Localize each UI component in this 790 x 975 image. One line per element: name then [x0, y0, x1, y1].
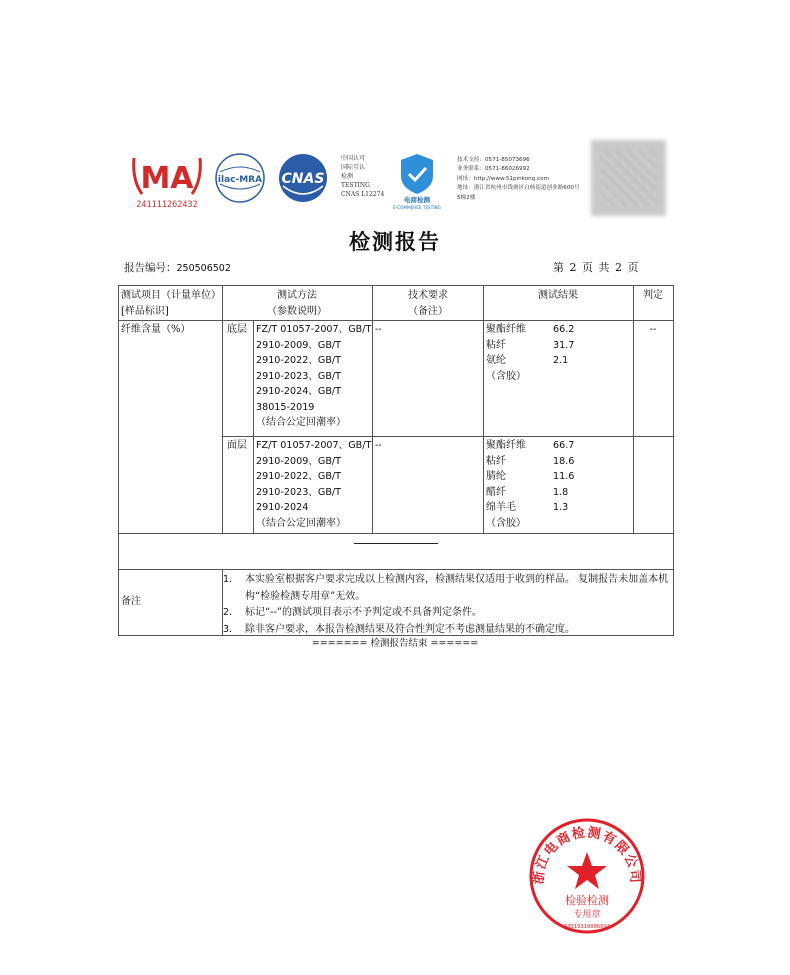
result-row: 腈纶 11.6: [486, 471, 575, 482]
result-row: 聚酯纤维 66.7: [486, 440, 575, 451]
svg-text:ilac-MRA: ilac-MRA: [217, 175, 263, 185]
item-name: 纤维含量（%）: [121, 324, 191, 335]
svg-text:电商检测: 电商检测: [404, 196, 430, 204]
svg-text:检验检测: 检验检测: [565, 894, 609, 907]
result-row: 聚酯纤维 66.2: [486, 324, 575, 335]
method-cell: FZ/T 01057-2007、GB/T 2910-2009、GB/T 2910-2022、GB/T 2910-2023、GB/T 2910-2024、GB/T 38015-2019 （结合公定回潮率）: [256, 324, 372, 428]
svg-text:MA: MA: [140, 161, 194, 196]
report-number: [124, 260, 231, 275]
svg-text:专用章: 专用章: [573, 910, 601, 920]
report-end-marker: ======= 检测报告结束 ======: [311, 638, 479, 649]
requirement-value: --: [375, 324, 382, 335]
remark-item: 1. 本实验室根据客户要求完成以上检测内容，检测结果仅适用于收到的样品。 复制报告未加盖本机构“检验检测专用章”无效。: [223, 574, 669, 602]
result-row: 氨纶 2.1: [486, 355, 569, 366]
header-item: 测试项目（计量单位） [样品标识]: [121, 290, 221, 317]
header-method: 测试方法 （参数说明）: [267, 290, 327, 317]
qr-code-blurred: [591, 140, 666, 216]
requirement-value: --: [375, 440, 382, 451]
remarks-label: 备注: [121, 596, 141, 607]
result-cell: 聚酯纤维 66.7 粘纤 18.6 腈纶 11.6 醋纤 1.8 绵羊毛 1.3 （含胶）: [486, 438, 632, 531]
company-seal: [527, 816, 647, 936]
header-result: 测试结果: [538, 290, 578, 301]
blank-row-separator: [354, 543, 438, 544]
svg-text:CNAS: CNAS: [281, 171, 325, 187]
judgement-value: --: [649, 324, 657, 335]
cnas-logo: [273, 152, 333, 204]
report-title: 检测报告: [349, 229, 441, 254]
ecommerce-testing-logo: [391, 150, 443, 210]
svg-text:33019310006694: 33019310006694: [563, 924, 611, 930]
remarks-list: [223, 572, 673, 638]
svg-text:浙江电商检测有限公司: 浙江电商检测有限公司: [531, 825, 643, 885]
accreditation-text: 中国认可 国际互认 检测 TESTING CNAS L12274: [341, 155, 385, 198]
result-row: 粘纤 18.6: [486, 455, 575, 467]
header-judgement: 判定: [643, 290, 663, 301]
result-row: 醋纤 1.8: [486, 486, 569, 498]
report-number-label: 报告编号：: [124, 262, 177, 274]
header-requirement: 技术要求 （备注）: [408, 290, 448, 317]
cma-logo: [128, 150, 206, 210]
remark-item: 2. 标记“--”的测试项目表示不予判定或不具备判定条件。: [223, 607, 482, 618]
seal-star-icon: [567, 852, 607, 889]
remark-item: 3. 除非客户要求，本报告检测结果及符合性判定不考虑测量结果的不确定度。: [223, 623, 575, 635]
part-label: 面层: [227, 440, 247, 451]
report-header: [128, 140, 668, 220]
page-info: 第 2 页 共 2 页: [553, 261, 640, 274]
svg-text:241111262432: 241111262432: [136, 200, 198, 210]
svg-text:E-COMMERCE TESTING: E-COMMERCE TESTING: [393, 205, 441, 210]
result-row: 绵羊毛 1.3: [486, 502, 569, 513]
result-row: 粘纤 31.7: [486, 339, 575, 351]
results-table: [118, 285, 674, 636]
ilac-mra-logo: [214, 152, 266, 204]
contact-info: 技术支持：0571-85073696 业务联系：0571-86026992 网址：http://www.51pinkong.com 地址：浙江省杭州市钱塘区白杨街道创业路600号 5幢2楼: [457, 157, 580, 201]
part-label: 底层: [227, 324, 247, 335]
method-cell: FZ/T 01057-2007、GB/T 2910-2009、GB/T 2910-2022、GB/T 2910-2023、GB/T 2910-2024 （结合公定回潮率）: [256, 440, 372, 529]
result-cell: 聚酯纤维 66.2 粘纤 31.7 氨纶 2.1 （含胶）: [486, 322, 632, 384]
report-number-value: 250506502: [176, 263, 231, 274]
